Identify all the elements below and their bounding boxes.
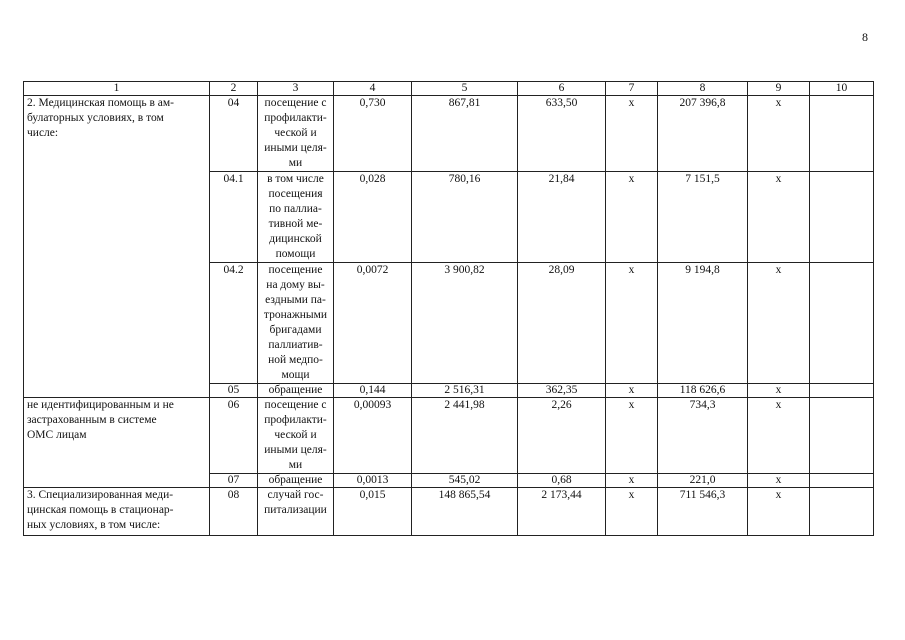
volume-cell: 0,0013	[334, 474, 412, 488]
unit-cell: обращение	[258, 474, 334, 488]
unit-cell: случай гос- питализации	[258, 488, 334, 536]
col9-cell: x	[748, 263, 810, 384]
total-cell: 711 546,3	[658, 488, 748, 536]
col7-cell: x	[606, 172, 658, 263]
cost-cell: 3 900,82	[412, 263, 518, 384]
col10-cell	[810, 172, 874, 263]
cost-cell: 2 516,31	[412, 384, 518, 398]
section-name-cell: 3. Специализированная меди- цинская помощь в стационар- ных условиях, в том числе:	[24, 488, 210, 536]
volume-cell: 0,00093	[334, 398, 412, 474]
per-capita-cell: 633,50	[518, 96, 606, 172]
row-code-cell: 06	[210, 398, 258, 474]
cost-cell: 545,02	[412, 474, 518, 488]
col9-cell: x	[748, 384, 810, 398]
col10-cell	[810, 488, 874, 536]
col7-cell: x	[606, 263, 658, 384]
col10-cell	[810, 474, 874, 488]
row-code-cell: 08	[210, 488, 258, 536]
per-capita-cell: 21,84	[518, 172, 606, 263]
page-number: 8	[862, 30, 868, 44]
header-cell: 7	[606, 82, 658, 96]
table-header-row	[24, 82, 874, 96]
table-row	[24, 96, 874, 172]
row-code-cell: 05	[210, 384, 258, 398]
volume-cell: 0,028	[334, 172, 412, 263]
total-cell: 207 396,8	[658, 96, 748, 172]
col9-cell: x	[748, 474, 810, 488]
header-cell: 2	[210, 82, 258, 96]
col10-cell	[810, 384, 874, 398]
header-cell: 4	[334, 82, 412, 96]
col10-cell	[810, 398, 874, 474]
header-cell: 1	[24, 82, 210, 96]
volume-cell: 0,730	[334, 96, 412, 172]
total-cell: 7 151,5	[658, 172, 748, 263]
cost-cell: 2 441,98	[412, 398, 518, 474]
col9-cell: x	[748, 172, 810, 263]
header-cell: 9	[748, 82, 810, 96]
header-cell: 8	[658, 82, 748, 96]
col9-cell: x	[748, 488, 810, 536]
col10-cell	[810, 263, 874, 384]
cost-cell: 148 865,54	[412, 488, 518, 536]
unit-cell: посещение с профилакти- ческой и иными целя- ми	[258, 398, 334, 474]
unit-cell: посещение с профилакти- ческой и иными целя- ми	[258, 96, 334, 172]
col10-cell	[810, 96, 874, 172]
col7-cell: x	[606, 398, 658, 474]
unit-cell: посещение на дому вы- ездными па- тронажными бригадами паллиатив- ной медпо- мощи	[258, 263, 334, 384]
table-row	[24, 488, 874, 536]
header-cell: 3	[258, 82, 334, 96]
col7-cell: x	[606, 96, 658, 172]
volume-cell: 0,144	[334, 384, 412, 398]
row-code-cell: 04	[210, 96, 258, 172]
row-code-cell: 04.2	[210, 263, 258, 384]
unit-cell: в том числе посещения по паллиа- тивной ме- дицинской помощи	[258, 172, 334, 263]
volume-cell: 0,015	[334, 488, 412, 536]
unit-cell: обращение	[258, 384, 334, 398]
header-cell: 5	[412, 82, 518, 96]
col7-cell: x	[606, 384, 658, 398]
table-row	[24, 398, 874, 474]
col9-cell: x	[748, 398, 810, 474]
cost-cell: 780,16	[412, 172, 518, 263]
col9-cell: x	[748, 96, 810, 172]
col7-cell: x	[606, 474, 658, 488]
total-cell: 9 194,8	[658, 263, 748, 384]
cost-cell: 867,81	[412, 96, 518, 172]
per-capita-cell: 2,26	[518, 398, 606, 474]
header-cell: 6	[518, 82, 606, 96]
per-capita-cell: 0,68	[518, 474, 606, 488]
volume-cell: 0,0072	[334, 263, 412, 384]
section-name-cell: не идентифицированным и не застрахованным в системе ОМС лицам	[24, 398, 210, 488]
total-cell: 734,3	[658, 398, 748, 474]
per-capita-cell: 362,35	[518, 384, 606, 398]
per-capita-cell: 2 173,44	[518, 488, 606, 536]
total-cell: 221,0	[658, 474, 748, 488]
row-code-cell: 04.1	[210, 172, 258, 263]
section-name-cell: 2. Медицинская помощь в ам- булаторных условиях, в том числе:	[24, 96, 210, 398]
col7-cell: x	[606, 488, 658, 536]
header-cell: 10	[810, 82, 874, 96]
row-code-cell: 07	[210, 474, 258, 488]
data-table	[23, 81, 874, 536]
total-cell: 118 626,6	[658, 384, 748, 398]
per-capita-cell: 28,09	[518, 263, 606, 384]
